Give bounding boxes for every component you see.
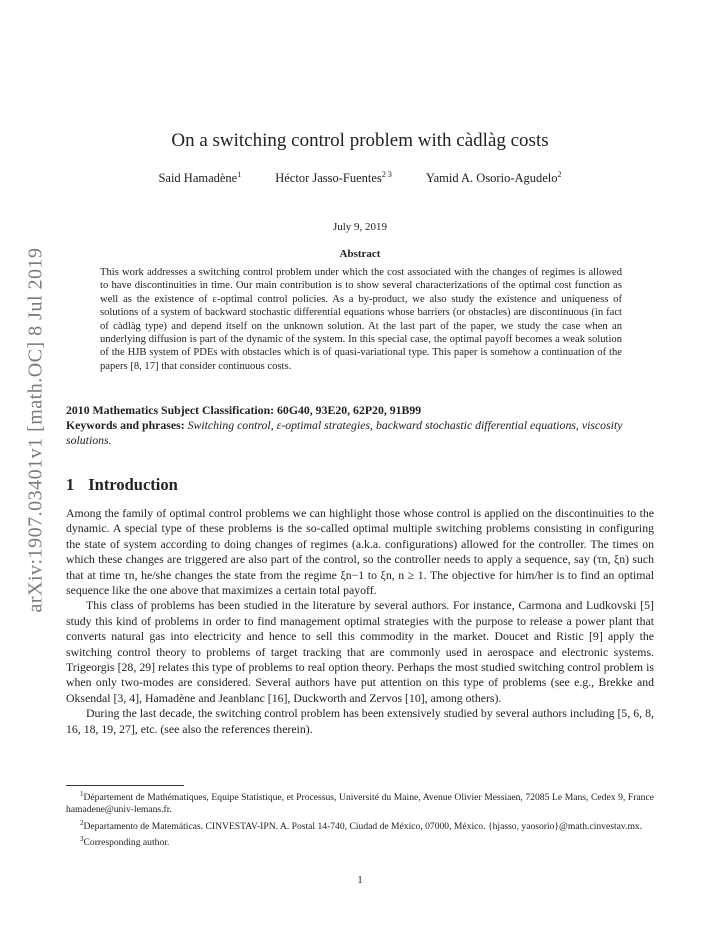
paragraph: This class of problems has been studied in the literature by several authors. For instance, Carmona and Ludkovski [5] study this kind of problems in order to find management optimal strategies with the purpose to release a power plant that converts natural gas into electricity and hence to sell this commodity in the market. Doucet and Ristic [9] apply the switching control theory to problems of target tracking that are commonly used in aerospace and electronic systems. Trigeorgis [28, 29] relates this type of problems to real option theory. Perhaps the most studied switching control problem is when only two-modes are considered. Several authors have put attention on this type of problems (see e.g., Brekke and Oksendal [3, 4], Hamadène and Jeanblanc [16], Duckworth and Zervos [10], among others). bbox=[66, 598, 654, 705]
footnotes bbox=[66, 788, 654, 849]
keywords-label: Keywords and phrases: bbox=[66, 418, 185, 432]
msc-codes: 60G40, 93E20, 62P20, 91B99 bbox=[277, 403, 422, 417]
body-text bbox=[66, 506, 654, 737]
footnote: $^1$Département de Mathématiques, Equipe Statistique, et Processus, Université du Maine, Avenue Olivier Messiaen, 72085 Le Mans, Cedex 9, France hamadene@univ-lemans.fr. bbox=[66, 790, 654, 816]
footnote-rule bbox=[66, 785, 184, 786]
author-list bbox=[66, 170, 654, 186]
msc-label: 2010 Mathematics Subject Classification: bbox=[66, 403, 275, 417]
section-heading bbox=[66, 475, 178, 495]
arxiv-stamp: arXiv:1907.03401v1 [math.OC] 8 Jul 2019 bbox=[24, 247, 47, 613]
keywords: Switching control, ε-optimal strategies, backward stochastic differential equations, viscosity solutions. bbox=[66, 418, 623, 447]
paragraph: During the last decade, the switching control problem has been extensively studied by several authors including [5, 6, 8, 16, 18, 19, 27], etc. (see also the references therein). bbox=[66, 706, 654, 736]
author: Héctor Jasso-Fuentes$^{2 3}$ bbox=[275, 170, 392, 186]
paragraph: Among the family of optimal control problems we can highlight those whose control is applied on the discontinuities to the dynamic. A special type of these problems is the so-called optimal multiple switching problems consisting in configuring the state of system according to doing changes of regimes (a.k.a. configurations) allowed for the controller. The times on which these changes are triggered are also part of the control, so the controller needs to apply a sequence, say (τn, ξn) such that at time τn, he/she changes the state from the regime ξn−1 to ξn, n ≥ 1. The objective for him/her is to find an optimal sequence like the one above that maximizes a certain total payoff. bbox=[66, 506, 654, 598]
section-number: 1 bbox=[66, 475, 75, 494]
abstract-heading: Abstract bbox=[339, 248, 381, 260]
author: Yamid A. Osorio-Agudelo$^2$ bbox=[425, 170, 562, 186]
paper-date: July 9, 2019 bbox=[332, 221, 388, 233]
classification-block bbox=[66, 403, 654, 448]
paper-title: On a switching control problem with càdlàg costs bbox=[171, 130, 549, 151]
section-title: Introduction bbox=[88, 475, 178, 494]
abstract-text: This work addresses a switching control problem under which the cost associated with the changes of regimes is allowed to have discontinuities in time. Our main contribution is to show several characterizations of the optimal cost function as well as the existence of ε-optimal control policies. As a by-product, we also study the existence and uniqueness of solutions of a system of backward stochastic differential equations whose barriers (or obstacles) are discontinuous (in fact of càdlàg type) and depend itself on the unknown solution. At the last part of the paper, we study the case when an underlying diffusion is part of the dynamic of the system. In this special case, the optimal payoff becomes a weak solution of the HJB system of PDEs with obstacles which is of quasi-variational type. This paper is somehow a continuation of the papers [8, 17] that consider continuous costs. bbox=[100, 267, 622, 372]
footnote: $^3$Corresponding author. bbox=[80, 834, 170, 849]
footnote: $^2$Departamento de Matemáticas. CINVESTAV-IPN. A. Postal 14-740, Ciudad de México, 07000, México. {hjasso, yaosorio}@math.cinvestav.mx. bbox=[80, 818, 643, 832]
page-number: 1 bbox=[357, 874, 363, 886]
author: Said Hamadène$^1$ bbox=[158, 170, 242, 186]
